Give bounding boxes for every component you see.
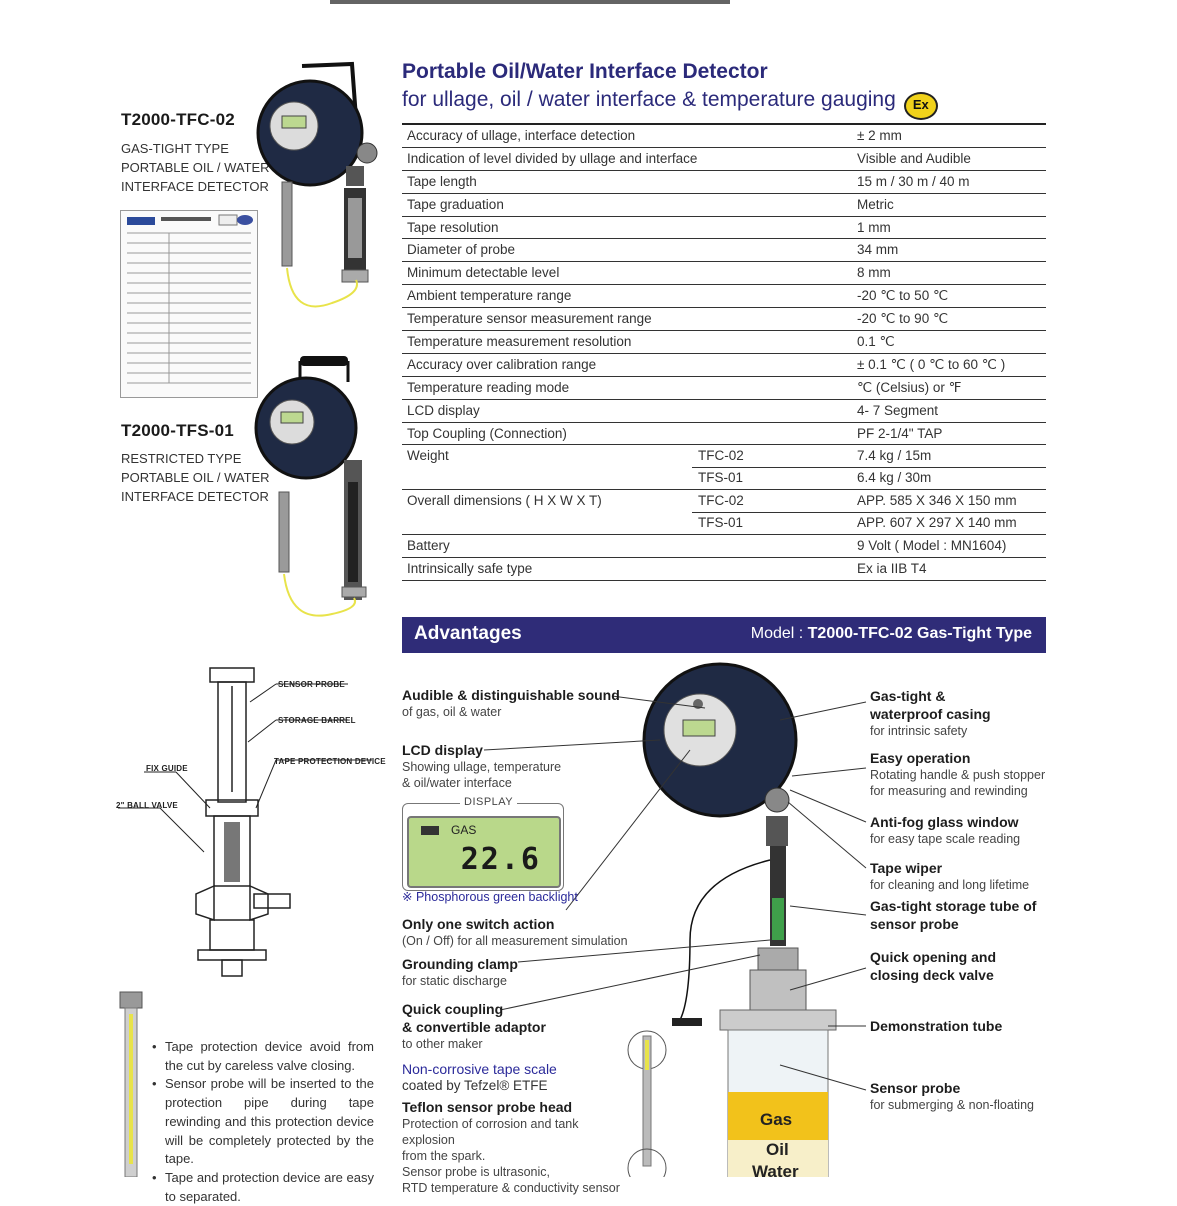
spec-row-weight-2 bbox=[402, 467, 1046, 490]
lcd-screen bbox=[407, 816, 561, 888]
spec-value: -20 ℃ to 90 ℃ bbox=[857, 311, 949, 327]
spec-row-dimensions bbox=[402, 490, 1046, 512]
callout-title: Grounding clamp bbox=[402, 956, 518, 972]
spec-value: APP. 585 X 346 X 150 mm bbox=[857, 493, 1017, 509]
spec-value: -20 ℃ to 50 ℃ bbox=[857, 288, 949, 304]
model-prefix: Model : bbox=[750, 625, 808, 642]
spec-row-dimensions-2 bbox=[402, 512, 1046, 535]
spec-label: Minimum detectable level bbox=[407, 265, 560, 281]
spec-row bbox=[402, 331, 1046, 354]
spec-value: 1 mm bbox=[857, 219, 891, 235]
callout-title: Gas-tight storage tube of sensor probe bbox=[870, 898, 1037, 932]
spec-row bbox=[402, 377, 1046, 400]
spec-row bbox=[402, 125, 1046, 148]
callout-desc: Showing ullage, temperature & oil/water interface bbox=[402, 760, 562, 790]
callout-desc: to other maker bbox=[402, 1037, 483, 1051]
advantages-title: Advantages bbox=[414, 623, 522, 644]
callout-desc: of gas, oil & water bbox=[402, 705, 502, 719]
spec-label: Accuracy over calibration range bbox=[407, 356, 597, 372]
callout-teflon-probe bbox=[402, 1098, 632, 1196]
diagram-label-fix-guide: FIX GUIDE bbox=[146, 764, 188, 773]
callout-easy-operation bbox=[870, 749, 1045, 799]
page-title: Portable Oil/Water Interface Detector bbox=[402, 60, 768, 83]
spec-value: 4- 7 Segment bbox=[857, 402, 939, 418]
callout-tape-wiper bbox=[870, 859, 1029, 893]
display-label: DISPLAY bbox=[460, 796, 517, 808]
spec-value: ± 0.1 ℃ ( 0 ℃ to 60 ℃ ) bbox=[857, 356, 1006, 372]
spec-value: 8 mm bbox=[857, 265, 891, 281]
callout-desc: coated by Tefzel® ETFE bbox=[402, 1078, 548, 1093]
tube-label-oil: Oil bbox=[766, 1140, 789, 1159]
bullet-item: • Tape and protection device are easy to separated. bbox=[152, 1169, 374, 1206]
callout-anti-fog-window bbox=[870, 813, 1020, 847]
spec-value: PF 2-1/4" TAP bbox=[857, 425, 943, 441]
spec-value: ± 2 mm bbox=[857, 128, 902, 143]
spec-label: Intrinsically safe type bbox=[407, 560, 533, 576]
spec-label: Tape graduation bbox=[407, 196, 504, 212]
callout-gas-tight-casing bbox=[870, 687, 991, 739]
model-name: T2000-TFC-02 Gas-Tight Type bbox=[807, 625, 1032, 642]
spec-label: Tape resolution bbox=[407, 219, 499, 235]
feature-bullets bbox=[152, 1038, 374, 1206]
callout-demonstration-tube bbox=[870, 1017, 1002, 1035]
product-photo-tfs01 bbox=[252, 352, 392, 627]
diagram-label-sensor-probe: SENSOR PROBE bbox=[278, 680, 345, 689]
top-cutoff-rule bbox=[330, 0, 730, 4]
callout-desc: Rotating handle & push stopper for measuring and rewinding bbox=[870, 768, 1046, 798]
callout-title: Only one switch action bbox=[402, 916, 555, 932]
spec-table bbox=[402, 123, 1046, 581]
callout-title: Non-corrosive tape scale bbox=[402, 1061, 557, 1077]
spec-row bbox=[402, 148, 1046, 171]
callout-storage-tube bbox=[870, 897, 1036, 933]
callout-audible-sound bbox=[402, 686, 620, 720]
product-desc-1: GAS-TIGHT TYPE PORTABLE OIL / WATER INTERFACE DETECTOR bbox=[121, 141, 270, 194]
subtitle-text: for ullage, oil / water interface & temperature gauging bbox=[402, 88, 896, 111]
lcd-mode: GAS bbox=[451, 823, 477, 837]
spec-value: 9 Volt ( Model : MN1604) bbox=[857, 538, 1007, 554]
callout-desc: for intrinsic safety bbox=[870, 724, 968, 738]
spec-label: Indication of level divided by ullage and interface bbox=[407, 150, 698, 166]
advantages-header bbox=[402, 617, 1046, 653]
callout-title: Tape wiper bbox=[870, 860, 943, 876]
spec-row bbox=[402, 171, 1046, 194]
product-model-1: T2000-TFC-02 bbox=[121, 110, 235, 129]
callout-title: Easy operation bbox=[870, 750, 971, 766]
product-model-2: T2000-TFS-01 bbox=[121, 421, 234, 440]
spec-value: 15 m / 30 m / 40 m bbox=[857, 173, 970, 189]
spec-submodel: TFC-02 bbox=[698, 493, 744, 509]
battery-icon bbox=[421, 826, 439, 835]
callout-sensor-probe bbox=[870, 1079, 1034, 1113]
spec-value: 7.4 kg / 15m bbox=[857, 448, 932, 464]
spec-value: 34 mm bbox=[857, 242, 899, 258]
spec-label: Temperature measurement resolution bbox=[407, 334, 632, 350]
probe-pipe-photo bbox=[116, 990, 146, 1177]
spec-label: Diameter of probe bbox=[407, 242, 516, 258]
callout-title: Quick coupling & convertible adaptor bbox=[402, 1001, 546, 1035]
callout-tape-scale bbox=[402, 1060, 557, 1094]
callout-desc: for static discharge bbox=[402, 974, 507, 988]
spec-value: APP. 607 X 297 X 140 mm bbox=[857, 515, 1017, 531]
callout-title: LCD display bbox=[402, 742, 483, 758]
spec-row bbox=[402, 262, 1046, 285]
callout-quick-coupling bbox=[402, 1000, 546, 1052]
spec-label: Overall dimensions ( H X W X T) bbox=[407, 493, 602, 509]
spec-row bbox=[402, 285, 1046, 308]
spec-row-weight bbox=[402, 445, 1046, 467]
spec-label: Ambient temperature range bbox=[407, 288, 572, 304]
spec-row bbox=[402, 239, 1046, 262]
tube-label-gas: Gas bbox=[760, 1110, 793, 1129]
spec-label: Tape length bbox=[407, 173, 477, 189]
spec-label: LCD display bbox=[407, 402, 480, 418]
spec-value: Metric bbox=[857, 196, 894, 212]
callout-desc: for easy tape scale reading bbox=[870, 832, 1021, 846]
lcd-display-panel bbox=[402, 796, 564, 891]
spec-value: ℃ (Celsius) or ℉ bbox=[857, 379, 962, 395]
bullet-item: • Sensor probe will be inserted to the protection pipe during tape rewinding and this protection device will be completely protected by the tape. bbox=[152, 1075, 374, 1169]
callout-title: Sensor probe bbox=[870, 1080, 961, 1096]
callout-deck-valve bbox=[870, 948, 996, 984]
callout-desc: Protection of corrosion and tank explosion from the spark. Sensor probe is ultrasonic, RTD temperature & conductivity sensor bbox=[402, 1117, 620, 1195]
lcd-value: 22.6 bbox=[460, 842, 541, 877]
certificate-drawing bbox=[121, 211, 257, 397]
callout-grounding-clamp bbox=[402, 955, 518, 989]
spec-value: Ex ia IIB T4 bbox=[857, 560, 927, 576]
callout-title: Demonstration tube bbox=[870, 1018, 1003, 1034]
callout-desc: (On / Off) for all measurement simulation bbox=[402, 934, 628, 948]
tube-label-water: Water bbox=[752, 1162, 799, 1181]
spec-submodel: TFS-01 bbox=[698, 515, 744, 531]
product-desc-2: RESTRICTED TYPE PORTABLE OIL / WATER INTERFACE DETECTOR bbox=[121, 451, 270, 504]
spec-label: Top Coupling (Connection) bbox=[407, 425, 567, 441]
spec-label: Weight bbox=[407, 448, 449, 464]
spec-label: Accuracy of ullage, interface detection bbox=[407, 128, 636, 143]
certificate-image bbox=[120, 210, 258, 398]
spec-row bbox=[402, 217, 1046, 240]
diagram-label-ball-valve: 2" BALL VALVE bbox=[116, 801, 178, 810]
callout-title: Quick opening and closing deck valve bbox=[870, 949, 997, 983]
diagram-label-storage-barrel: STORAGE BARREL bbox=[278, 716, 356, 725]
spec-value: 6.4 kg / 30m bbox=[857, 470, 932, 486]
spec-row bbox=[402, 354, 1046, 377]
spec-label: Battery bbox=[407, 538, 450, 554]
diagram-label-tape-protection: TAPE PROTECTION DEVICE bbox=[274, 757, 386, 766]
spec-row bbox=[402, 558, 1046, 581]
spec-row bbox=[402, 194, 1046, 217]
callout-desc: for cleaning and long lifetime bbox=[870, 878, 1030, 892]
backlight-note: ※ Phosphorous green backlight bbox=[402, 890, 578, 904]
spec-row bbox=[402, 400, 1046, 423]
spec-submodel: TFS-01 bbox=[698, 470, 744, 486]
callout-lcd-display bbox=[402, 741, 561, 791]
spec-row bbox=[402, 308, 1046, 331]
ex-certification-icon: Ex bbox=[904, 92, 938, 120]
bullet-item: • Tape protection device avoid from the cut by careless valve closing. bbox=[152, 1038, 374, 1075]
spec-label: Temperature reading mode bbox=[407, 379, 570, 395]
callout-title: Teflon sensor probe head bbox=[402, 1099, 573, 1115]
spec-row bbox=[402, 423, 1046, 446]
callout-desc: for submerging & non-floating bbox=[870, 1098, 1034, 1112]
spec-submodel: TFC-02 bbox=[698, 448, 744, 464]
spec-value: Visible and Audible bbox=[857, 150, 971, 166]
callout-title: Audible & distinguishable sound bbox=[402, 687, 620, 703]
callout-title: Anti-fog glass window bbox=[870, 814, 1019, 830]
callout-title: Gas-tight & waterproof casing bbox=[870, 688, 991, 722]
product-photo-tfc02 bbox=[252, 58, 392, 318]
page-subtitle bbox=[402, 88, 938, 120]
spec-label: Temperature sensor measurement range bbox=[407, 311, 652, 327]
cross-section-diagram bbox=[110, 662, 390, 982]
callout-switch-action bbox=[402, 915, 628, 949]
spec-value: 0.1 ℃ bbox=[857, 334, 895, 350]
advantages-model bbox=[751, 625, 1032, 643]
spec-row bbox=[402, 535, 1046, 558]
